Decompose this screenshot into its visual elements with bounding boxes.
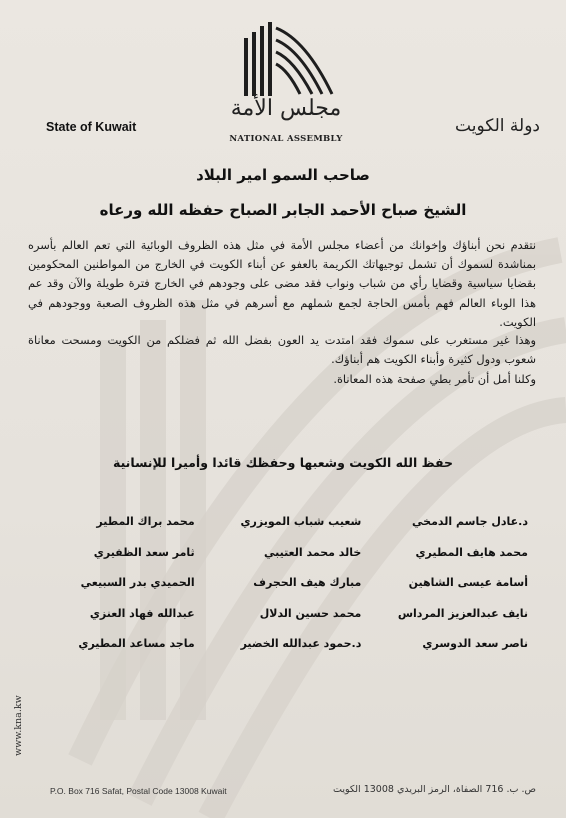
footer-address-english: P.O. Box 716 Safat, Postal Code 13008 Kuwait bbox=[50, 786, 227, 796]
assembly-name-english: NATIONAL ASSEMBLY bbox=[229, 134, 343, 144]
signatory: محمد براك المطير bbox=[96, 515, 195, 528]
signatory: ناصر سعد الدوسري bbox=[422, 637, 528, 650]
letter-paragraph-1: نتقدم نحن أبناؤك وإخوانك من أعضاء مجلس الأمة في مثل هذه الظروف الوبائية التي تعم العالم بأسره بمناشدة لسموك أن تشمل توجيهاتك الكريمة بالعفو عن أبناء الكويت في الخارج من المواطنين المحكومين بقضايا سياسية وقضايا رأي من شباب ونواب فقد مضى على وجودهم في الخارج فترة طويلة والآن وقد عم هذا الوباء العالم فهم بأمس الحاجة لجمع شملهم مع أسرهم في مثل هذه الظروف الصعبة ووجودهم في الكويت. bbox=[28, 238, 536, 329]
signatory: د.حمود عبدالله الخضير bbox=[240, 637, 362, 650]
signatory: شعيب شباب المويزري bbox=[240, 515, 362, 528]
signatory: د.عادل جاسم الدمخي bbox=[412, 515, 528, 528]
signatory: عبدالله فهاد العنزي bbox=[89, 606, 195, 620]
addressee-name: الشيخ صباح الأحمد الجابر الصباح حفظه الله ورعاه bbox=[99, 201, 467, 219]
signatory: ثامر سعد الظفيري bbox=[93, 545, 195, 559]
letter-paragraph-2: وهذا غير مستغرب على سموك فقد امتدت يد العون بفضل الله ثم فضلكم من الكويت ومسحت معاناة شعوب ودول كثيرة وأبناء الكويت هم أبناؤك. bbox=[28, 333, 536, 367]
assembly-name-arabic: مجلس الأمة bbox=[230, 96, 342, 121]
signatory: مبارك هيف الحجرف bbox=[253, 576, 362, 589]
signatories-list bbox=[38, 514, 528, 652]
signatory: خالد محمد العتيبي bbox=[263, 545, 362, 559]
signatory: الحميدي بدر السبيعي bbox=[80, 576, 195, 589]
letter-paragraph-3: وكلنا أمل أن تأمر بطي صفحة هذه المعاناة. bbox=[333, 372, 536, 386]
footer-address-arabic: ص. ب. 716 الصفاة، الرمز البريدي 13008 الكويت bbox=[333, 784, 536, 795]
national-assembly-logo bbox=[236, 20, 336, 98]
signatory: أسامة عيسى الشاهين bbox=[408, 576, 528, 589]
signatory: محمد حسين الدلال bbox=[259, 606, 362, 620]
signatory: محمد هايف المطيري bbox=[415, 545, 528, 559]
closing-line: حفظ الله الكويت وشعبها وحفظك قائدا وأميرا للإنسانية bbox=[113, 455, 453, 470]
signatory: نايف عبدالعزيز المرداس bbox=[397, 606, 528, 620]
website-side-text: www.kna.kw bbox=[13, 695, 24, 756]
signatory: ماجد مساعد المطيري bbox=[78, 637, 195, 650]
state-name-arabic: دولة الكويت bbox=[455, 116, 540, 136]
addressee-title: صاحب السمو امير البلاد bbox=[196, 166, 370, 184]
state-name-english: State of Kuwait bbox=[46, 120, 137, 134]
